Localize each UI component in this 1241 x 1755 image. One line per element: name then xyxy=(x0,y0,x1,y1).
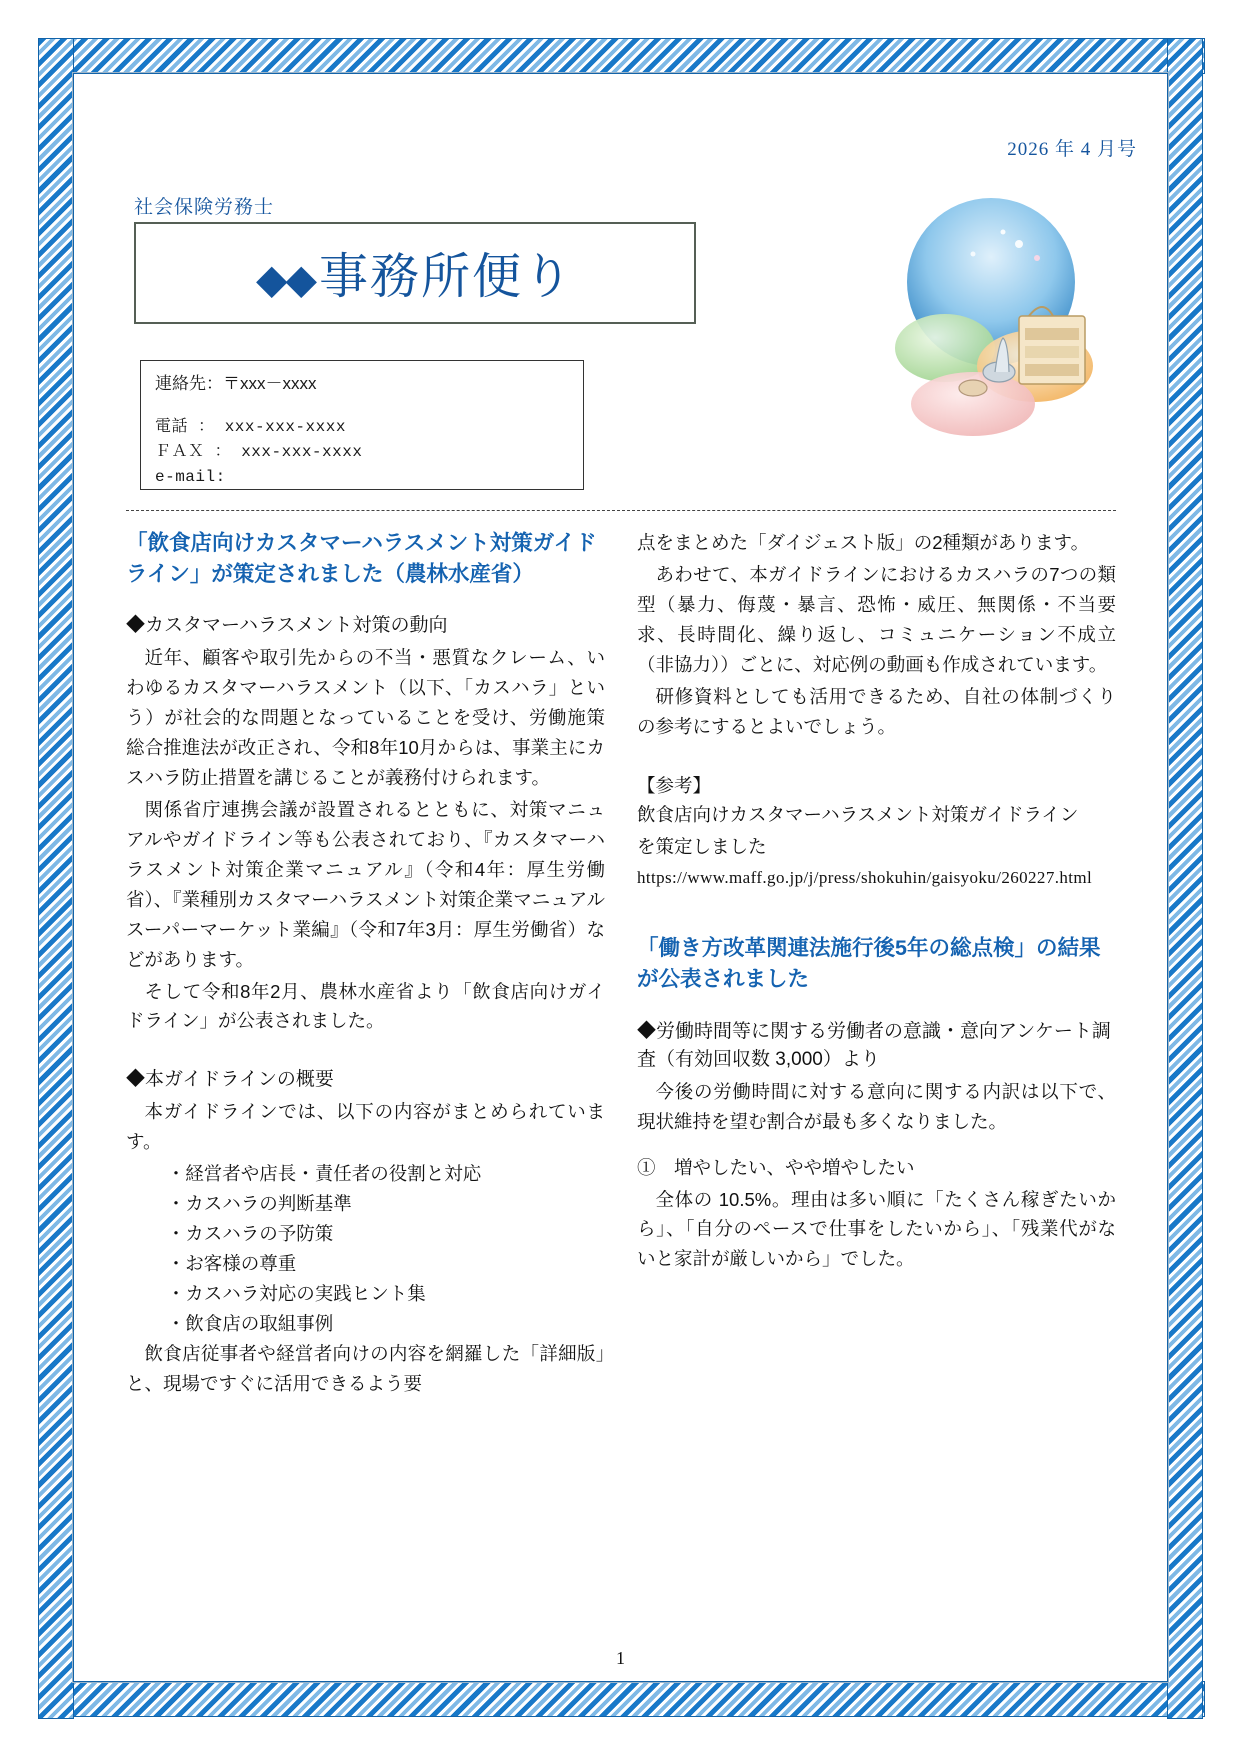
section-title-work-style-reform: 「働き方改革関連法施行後5年の総点検」の結果が公表されました xyxy=(637,936,1101,992)
masthead-title-box xyxy=(134,222,696,324)
left-column xyxy=(126,528,605,1638)
paragraph-continued-1: 点をまとめた「ダイジェスト版」の2種類があります。 xyxy=(637,532,1090,553)
subheading-overview: ◆本ガイドラインの概要 xyxy=(126,1069,334,1091)
page-title xyxy=(256,238,574,308)
issue-date: 2026 年 4 月号 xyxy=(1007,139,1137,160)
right-column xyxy=(637,528,1116,1638)
page-content xyxy=(92,92,1149,1668)
page-title-text: 事務所便り xyxy=(319,249,575,304)
contact-address: 連絡先：〒xxx－xxxx xyxy=(155,374,317,393)
paragraph-trends-1: 近年、顧客や取引先からの不当・悪質なクレーム、いわゆるカスタマーハラスメント（以下、「カスハラ」という）が社会的な問題となっていることを受け、労働施策総合推進法が改正され、令和8年10月からは、事業主にカスハラ防止措置を講じることが義務付けられます。 xyxy=(126,646,605,788)
contact-phone: 電話 ： xxx-xxx-xxxx xyxy=(155,418,346,437)
divider-dashed xyxy=(126,510,1116,511)
illustration-svg xyxy=(823,196,1123,516)
paragraph-continued-3: 研修資料としても活用できるため、自社の体制づくりの参考にするとよいでしょう。 xyxy=(637,685,1116,737)
paragraph-trends-3: そして令和8年2月、農林水産省より「飲食店向けガイドライン」が公表されました。 xyxy=(126,980,605,1032)
paragraph-survey-1: 今後の労働時間に対する意向に関する内訳は以下で、現状維持を望む割合が最も多くなりました。 xyxy=(637,1080,1116,1132)
paragraph-overview-2: 飲食店従事者や経営者向けの内容を網羅した「詳細版」と、現場ですぐに活用できるよう要 xyxy=(126,1342,605,1394)
contact-fax: ＦＡＸ ： xxx-xxx-xxxx xyxy=(155,443,363,462)
border-band-bottom xyxy=(38,1681,1205,1717)
contact-box xyxy=(140,360,584,490)
list-item: ・お客様の尊重 xyxy=(166,1252,297,1274)
office-label: 社会保険労務士 xyxy=(134,197,275,218)
paragraph-overview-1: 本ガイドラインでは、以下の内容がまとめられています。 xyxy=(126,1100,605,1152)
guideline-contents-list xyxy=(126,1159,605,1339)
subheading-survey: ◆労働時間等に関する労働者の意識・意向アンケート調査（有効回収数 3,000）より xyxy=(637,1020,1111,1071)
survey-item-1-heading: ① 増やしたい、やや増やしたい xyxy=(637,1156,915,1178)
reference-heading: 【参考】 xyxy=(637,774,712,796)
reference-title-line-1: 飲食店向けカスタマーハラスメント対策ガイドライン xyxy=(637,803,1079,825)
diamond-icon: ◆◆ xyxy=(255,256,316,302)
section-title-customer-harassment: 「飲食店向けカスタマーハラスメント対策ガイドライン」が策定されました（農林水産省） xyxy=(126,531,597,587)
border-band-top xyxy=(38,38,1205,74)
list-item: ・カスハラの予防策 xyxy=(166,1222,334,1244)
list-item: ・飲食店の取組事例 xyxy=(166,1312,334,1334)
paragraph-trends-2: 関係省庁連携会議が設置されるとともに、対策マニュアルやガイドライン等も公表されており、『カスタマーハラスメント対策企業マニュアル』（令和4年：厚生労働省）、『業種別カスタマーハラスメント対策企業マニュアル スーパーマーケット業編』（令和7年3月：厚生労働省）などがあります。 xyxy=(126,798,605,970)
article-columns xyxy=(126,528,1116,1638)
page-number: 1 xyxy=(616,1648,625,1668)
list-item: ・カスハラの判断基準 xyxy=(166,1192,352,1214)
survey-item-1-body: 全体の 10.5%。理由は多い順に「たくさん稼ぎたいから」、「自分のペースで仕事をしたいから」、「残業代がないと家計が厳しいから」でした。 xyxy=(637,1188,1116,1270)
contact-email: e-mail: xyxy=(155,467,226,486)
border-band-left xyxy=(38,38,74,1719)
reference-title-line-2: を策定しました xyxy=(637,835,767,857)
border-band-right xyxy=(1167,38,1203,1719)
list-item: ・経営者や店長・責任者の役割と対応 xyxy=(166,1162,482,1184)
reference-url[interactable]: https://www.maff.go.jp/j/press/shokuhin/gaisyoku/260227.html xyxy=(637,867,1093,887)
decorative-illustration xyxy=(823,196,1123,516)
paragraph-continued-2: あわせて、本ガイドラインにおけるカスハラの7つの類型（暴力、侮蔑・暴言、恐怖・威圧、無関係・不当要求、長時間化、繰り返し、コミュニケーション不成立（非協力））ごとに、対応例の動画も作成されています。 xyxy=(637,563,1116,675)
subheading-trends: ◆カスタマーハラスメント対策の動向 xyxy=(126,615,448,637)
list-item: ・カスハラ対応の実践ヒント集 xyxy=(166,1282,426,1304)
